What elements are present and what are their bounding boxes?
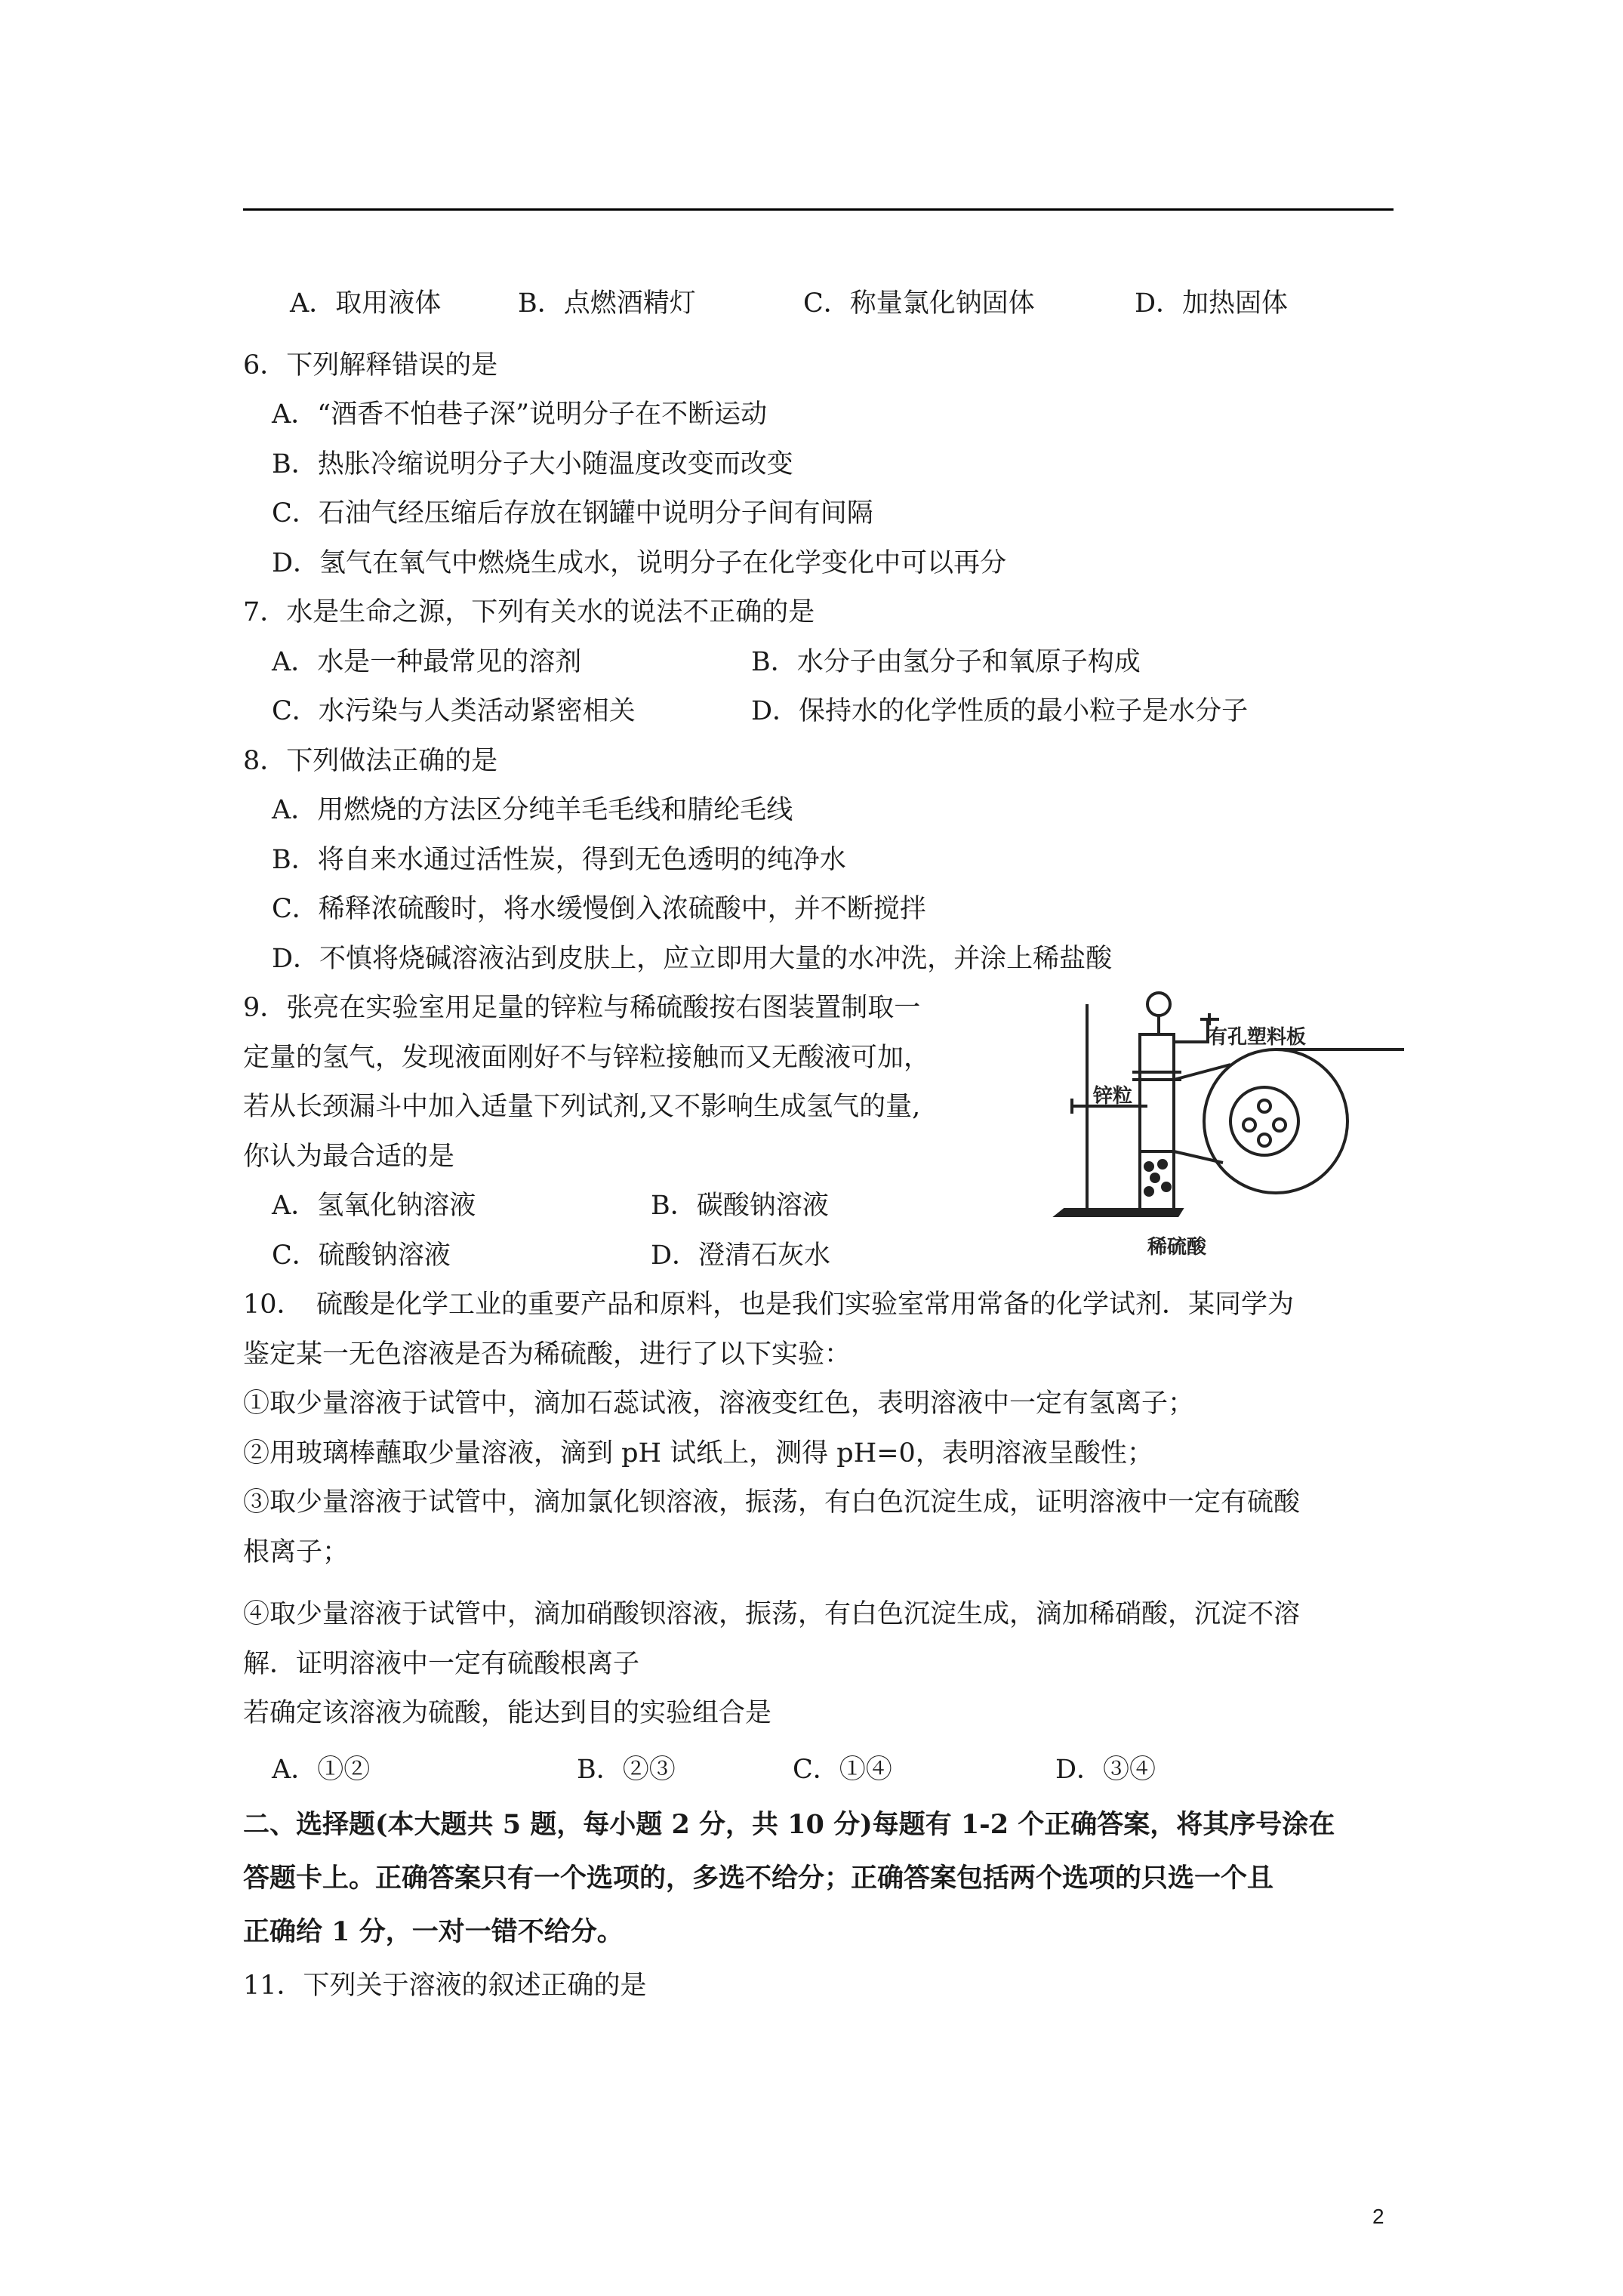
q8-option-a: A．用燃烧的方法区分纯羊毛毛线和腈纶毛线 <box>272 795 793 825</box>
q9-line-2: 定量的氢气，发现液面刚好不与锌粒接触而又无酸液可加， <box>243 1043 931 1073</box>
q6-option-b: B．热胀冷缩说明分子大小随温度改变而改变 <box>272 449 793 479</box>
header-rule <box>243 208 1394 211</box>
q10-line-8: 解．证明溶液中一定有硫酸根离子 <box>243 1649 640 1679</box>
q11-stem: 11．下列关于溶液的叙述正确的是 <box>243 1971 647 2001</box>
q10-line-7: ④取少量溶液于试管中，滴加硝酸钡溶液，振荡，有白色沉淀生成，滴加稀硝酸，沉淀不溶 <box>243 1599 1301 1629</box>
q8-option-b: B．将自来水通过活性炭，得到无色透明的纯净水 <box>272 845 846 875</box>
q8-option-c: C．稀释浓硫酸时，将水缓慢倒入浓硫酸中，并不断搅拌 <box>272 894 926 924</box>
q5-option-c: C．称量氯化钠固体 <box>803 288 1035 319</box>
q9-line-3: 若从长颈漏斗中加入适量下列试剂,又不影响生成氢气的量, <box>243 1092 921 1122</box>
q10-line-5: ③取少量溶液于试管中，滴加氯化钡溶液，振荡，有白色沉淀生成，证明溶液中一定有硫酸 <box>243 1487 1301 1518</box>
q9-option-c: C．硫酸钠溶液 <box>272 1240 451 1271</box>
q9-option-d: D．澄清石灰水 <box>651 1240 831 1271</box>
label-dilute-sulfuric-acid: 稀硫酸 <box>1147 1236 1207 1259</box>
q10-line-1: 10． 硫酸是化学工业的重要产品和原料，也是我们实验室常用常备的化学试剂．某同学为 <box>243 1290 1295 1320</box>
q7-option-a: A．水是一种最常见的溶剂 <box>272 647 582 677</box>
q10-option-b: B．②③ <box>577 1755 676 1785</box>
section2-line-1: 二、选择题(本大题共 5 题，每小题 2 分，共 10 分)每题有 1-2 个正确答案，将其序号涂在 <box>243 1809 1335 1840</box>
q7-option-b: B．水分子由氢分子和氧原子构成 <box>751 647 1141 677</box>
q10-option-c: C．①④ <box>793 1755 892 1785</box>
q10-line-6: 根离子； <box>243 1537 350 1567</box>
q6-option-c: C．石油气经压缩后存放在钢罐中说明分子间有间隔 <box>272 498 873 529</box>
q7-option-d: D．保持水的化学性质的最小粒子是水分子 <box>751 696 1249 726</box>
q9-line-4: 你认为最合适的是 <box>243 1142 455 1172</box>
page-number: 2 <box>1372 2205 1384 2228</box>
label-perforated-plate: 有孔塑料板 <box>1208 1026 1307 1049</box>
q6-stem: 6．下列解释错误的是 <box>243 350 498 381</box>
q8-stem: 8．下列做法正确的是 <box>243 746 498 776</box>
q6-option-d: D．氢气在氧气中燃烧生成水，说明分子在化学变化中可以再分 <box>272 548 1007 578</box>
section2-line-3: 正确给 1 分，一对一错不给分。 <box>243 1916 624 1947</box>
q5-option-a: A．取用液体 <box>290 288 442 319</box>
label-zinc: 锌粒 <box>1093 1085 1133 1108</box>
q7-option-c: C．水污染与人类活动紧密相关 <box>272 696 636 726</box>
q10-line-3: ①取少量溶液于试管中，滴加石蕊试液，溶液变红色，表明溶液中一定有氢离子； <box>243 1388 1195 1419</box>
q10-line-2: 鉴定某一无色溶液是否为稀硫酸，进行了以下实验： <box>243 1339 852 1370</box>
q6-option-a: A．“酒香不怕巷子深”说明分子在不断运动 <box>272 399 768 430</box>
q5-option-d: D．加热固体 <box>1135 288 1289 319</box>
hydrogen-apparatus-figure <box>1049 989 1404 1268</box>
q9-line-1: 9．张亮在实验室用足量的锌粒与稀硫酸按右图装置制取一 <box>243 993 921 1023</box>
section2-line-2: 答题卡上。正确答案只有一个选项的，多选不给分；正确答案包括两个选项的只选一个且 <box>243 1863 1274 1894</box>
q10-option-d: D．③④ <box>1055 1755 1156 1785</box>
q10-line-9: 若确定该溶液为硫酸，能达到目的实验组合是 <box>243 1698 772 1728</box>
q9-option-a: A．氢氧化钠溶液 <box>272 1191 476 1221</box>
q8-option-d: D．不慎将烧碱溶液沾到皮肤上，应立即用大量的水冲洗，并涂上稀盐酸 <box>272 944 1113 974</box>
q10-line-4: ②用玻璃棒蘸取少量溶液，滴到 pH 试纸上，测得 pH=0，表明溶液呈酸性； <box>243 1438 1153 1469</box>
q7-stem: 7．水是生命之源，下列有关水的说法不正确的是 <box>243 597 815 627</box>
q5-option-b: B．点燃酒精灯 <box>518 288 696 319</box>
q10-option-a: A．①② <box>272 1755 371 1785</box>
q9-option-b: B．碳酸钠溶液 <box>651 1191 829 1221</box>
